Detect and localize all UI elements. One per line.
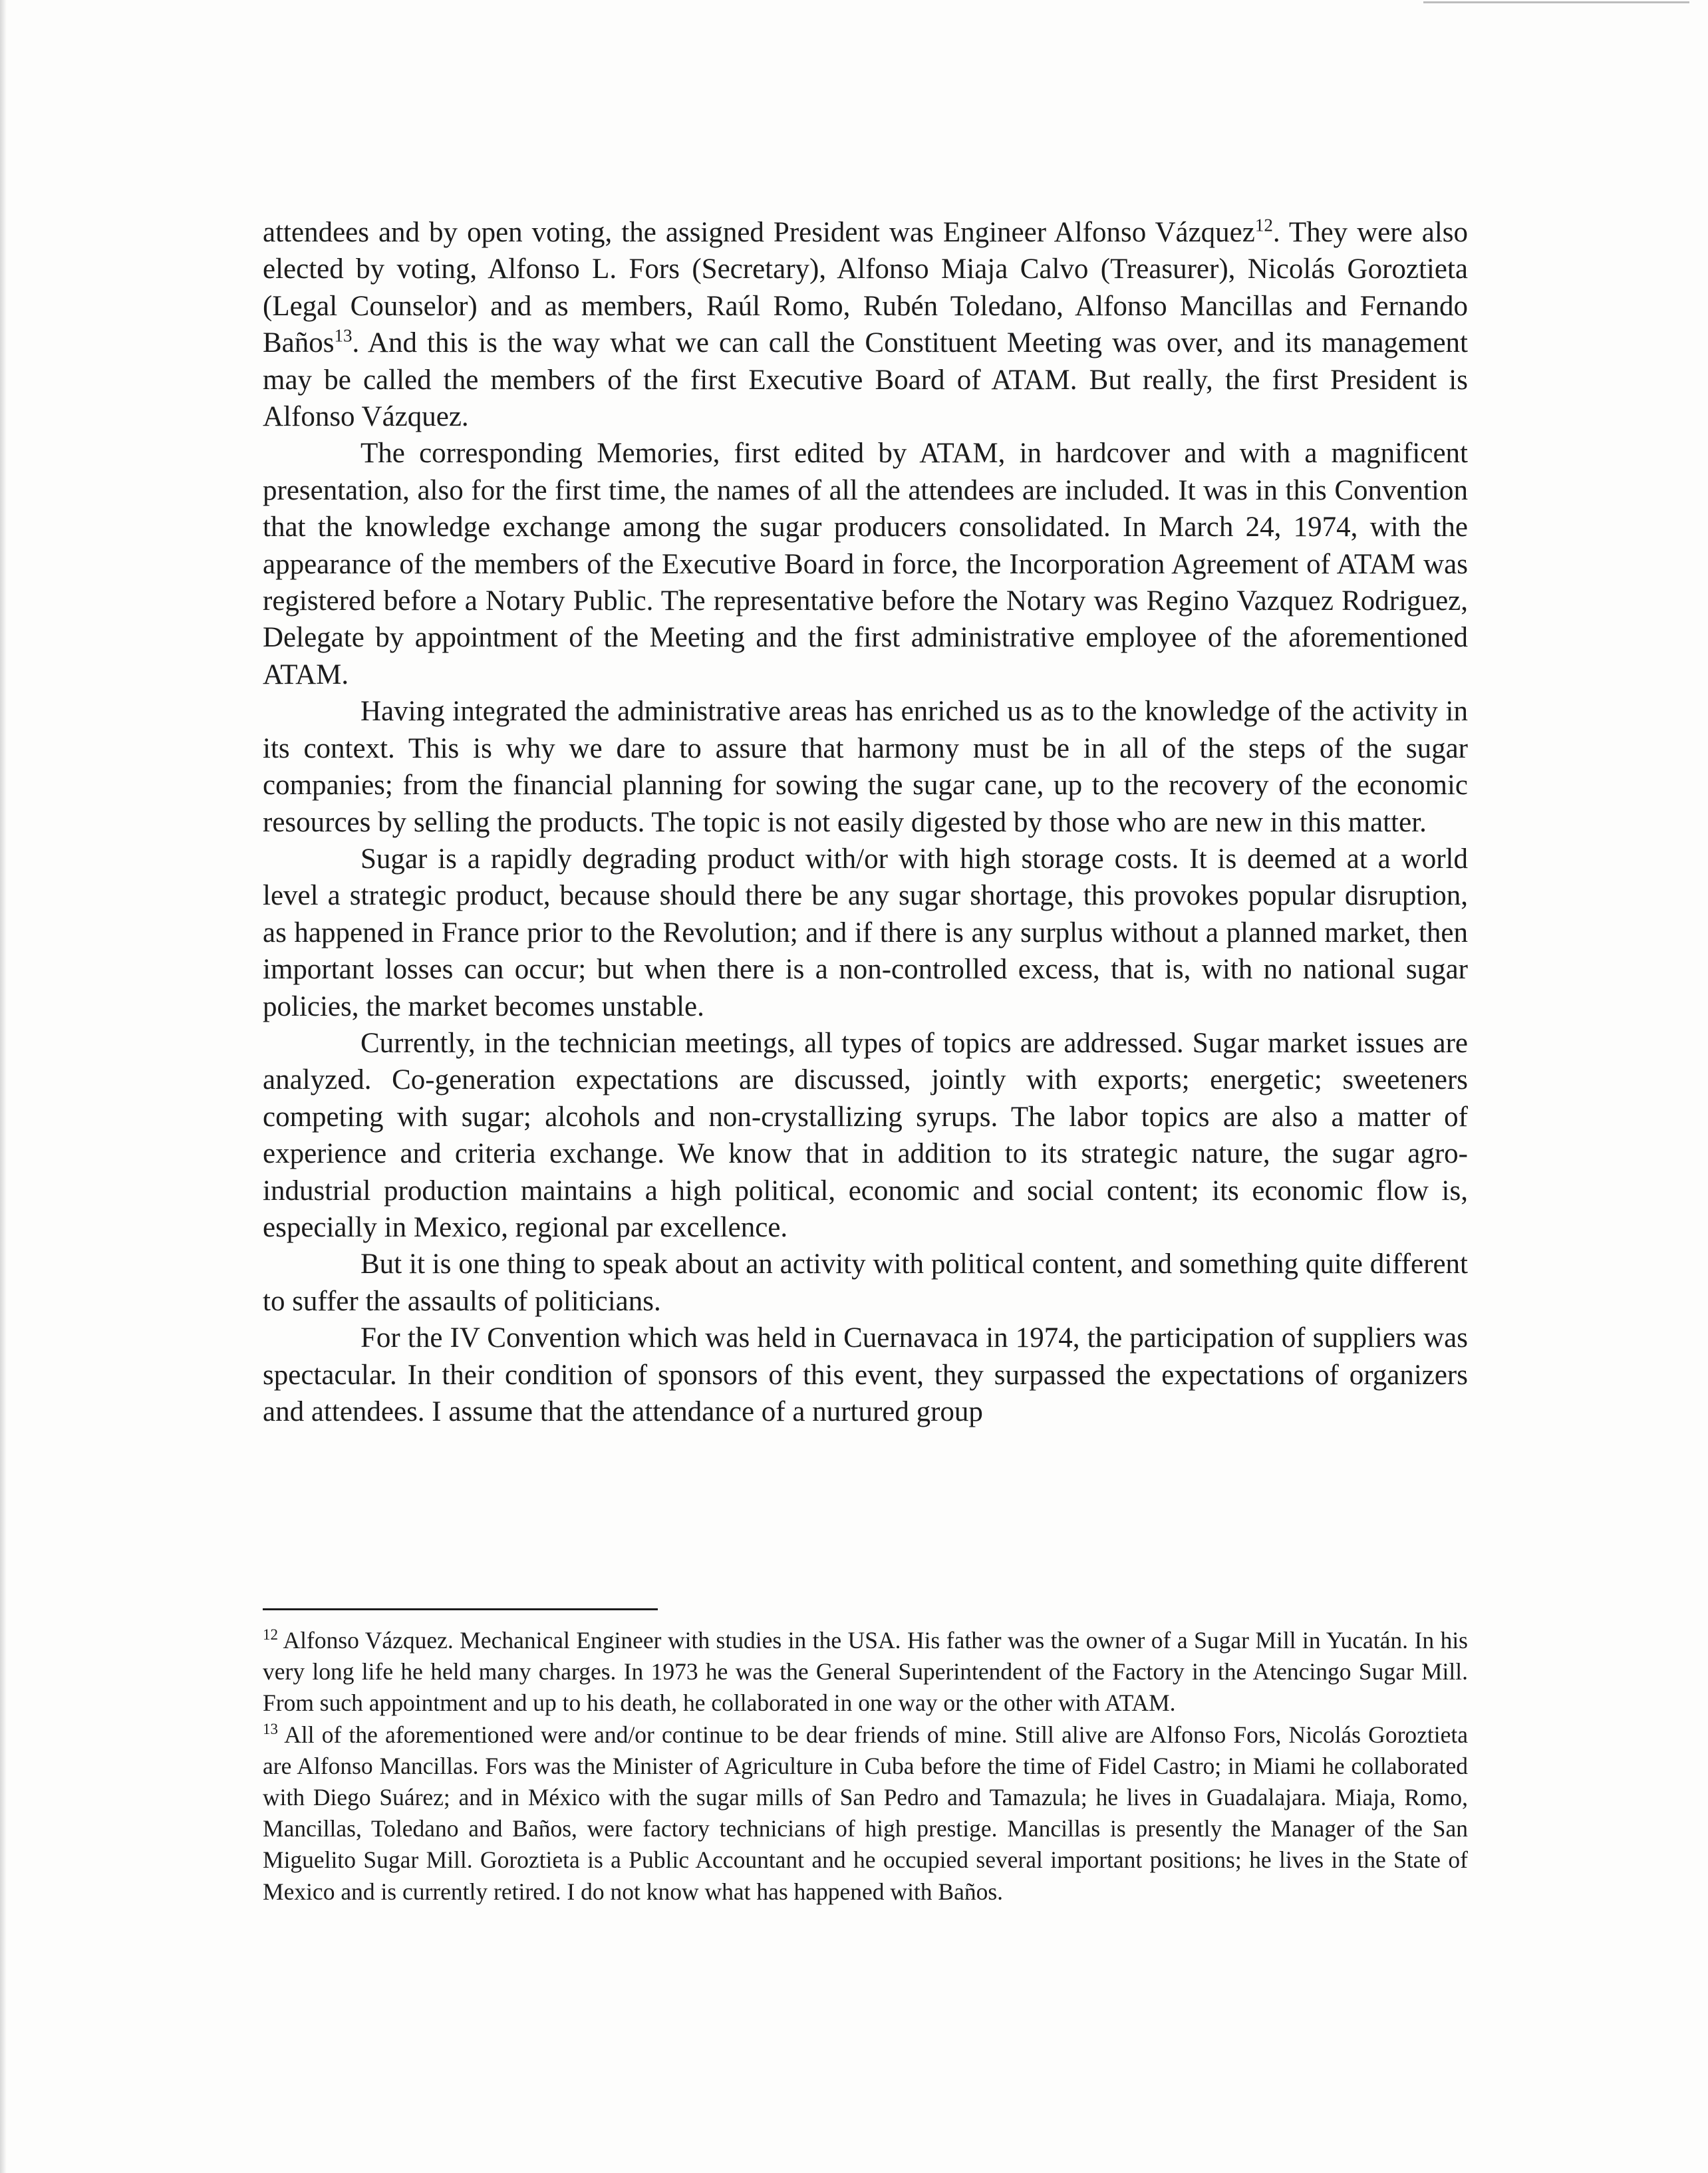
- paragraph-text: For the IV Convention which was held in Cuernavaca in 1974, the participation of suppliers was spectacular. In their condition of sponsors of this event, they surpassed the expectations of organizers and attendees. I assume that the attendance of a nurtured group: [263, 1322, 1468, 1427]
- footnote-text: Alfonso Vázquez. Mechanical Engineer with studies in the USA. His father was the owner of a Sugar Mill in Yucatán. In his very long life he held many charges. In 1973 he was the General Superintendent of the Factory in the Atencingo Sugar Mill. From such appointment and up to his death, he collaborated in one way or the other with ATAM.: [263, 1627, 1468, 1717]
- scan-top-mark: [1423, 1, 1689, 3]
- body-text: [263, 214, 1468, 1430]
- paragraph-1: [263, 214, 1468, 435]
- paragraph-4: [263, 841, 1468, 1025]
- footnote-number: 12: [263, 1626, 278, 1644]
- paragraph-2: [263, 435, 1468, 693]
- paragraph-text: The corresponding Memories, first edited by ATAM, in hardcover and with a magnificent presentation, also for the first time, the names of all the attendees are included. It was in this Convention that the knowledge exchange among the sugar producers consolidated. In March 24, 1974, with the appearance of the members of the Executive Board in force, the Incorporation Agreement of ATAM was registered before a Notary Public. The representative before the Notary was Regino Vazquez Rodriguez, Delegate by appointment of the Meeting and the first administrative employee of the aforementioned ATAM.: [263, 438, 1468, 690]
- paragraph-text: Currently, in the technician meetings, all types of topics are addressed. Sugar market issues are analyzed. Co-generation expectations are discussed, jointly with exports; energetic; sweeteners competing with sugar; alcohols and non-crystallizing syrups. The labor topics are also a matter of experience and criteria exchange. We know that in addition to its strategic nature, the sugar agro-industrial production maintains a high political, economic and social content; its economic flow is, especially in Mexico, regional par excellence.: [263, 1027, 1468, 1243]
- paragraph-3: [263, 693, 1468, 841]
- paragraph-text: Sugar is a rapidly degrading product with/or with high storage costs. It is deemed at a world level a strategic product, because should there be any sugar shortage, this provokes popular disruption, as happened in France prior to the Revolution; and if there is any surplus without a planned market, then important losses can occur; but when there is a non-controlled excess, that is, with no national sugar policies, the market becomes unstable.: [263, 843, 1468, 1022]
- scan-shadow-edge: [0, 0, 7, 2173]
- paragraph-7: [263, 1320, 1468, 1430]
- paragraph-5: [263, 1025, 1468, 1246]
- paragraph-text: . And this is the way what we can call the Constituent Meeting was over, and its management may be called the members of the first Executive Board of ATAM. But really, the first President is Alfonso Vázquez.: [263, 327, 1468, 433]
- paragraph-text: . They were also elected by voting, Alfonso L. Fors (Secretary), Alfonso Miaja Calvo (Treasurer), Nicolás Goroztieta (Legal Counselor) and as members, Raúl Romo, Rubén Toledano, Alfonso Mancillas and Fernando Baños: [263, 217, 1469, 359]
- footnote-number: 13: [263, 1720, 278, 1737]
- footnote-ref-13: 13: [334, 325, 353, 346]
- paragraph-6: [263, 1246, 1468, 1320]
- footnotes: [263, 1625, 1468, 1908]
- footnote-12: [263, 1625, 1468, 1719]
- footnote-13: [263, 1719, 1468, 1908]
- footnote-separator: [263, 1608, 658, 1610]
- paragraph-text: attendees and by open voting, the assigned President was Engineer Alfonso Vázquez: [263, 217, 1255, 248]
- paragraph-text: Having integrated the administrative areas has enriched us as to the knowledge of the activity in its context. This is why we dare to assure that harmony must be in all of the steps of the sugar companies; from the financial planning for sowing the sugar cane, up to the recovery of the economic resources by selling the products. The topic is not easily digested by those who are new in this matter.: [263, 696, 1468, 838]
- footnote-ref-12: 12: [1254, 215, 1273, 235]
- footnote-text: All of the aforementioned were and/or continue to be dear friends of mine. Still alive are Alfonso Fors, Nicolás Goroztieta are Alfonso Mancillas. Fors was the Minister of Agriculture in Cuba before the time of Fidel Castro; in Miami he collaborated with Diego Suárez; and in México with the sugar mills of San Pedro and Tamazula; he lives in Guadalajara. Miaja, Romo, Mancillas, Toledano and Baños, were factory technicians of high prestige. Mancillas is presently the Manager of the San Miguelito Sugar Mill. Goroztieta is a Public Accountant and he occupied several important positions; he lives in the State of Mexico and is currently retired. I do not know what has happened with Baños.: [263, 1721, 1468, 1905]
- paragraph-text: But it is one thing to speak about an activity with political content, and something quite different to suffer the assaults of politicians.: [263, 1248, 1468, 1317]
